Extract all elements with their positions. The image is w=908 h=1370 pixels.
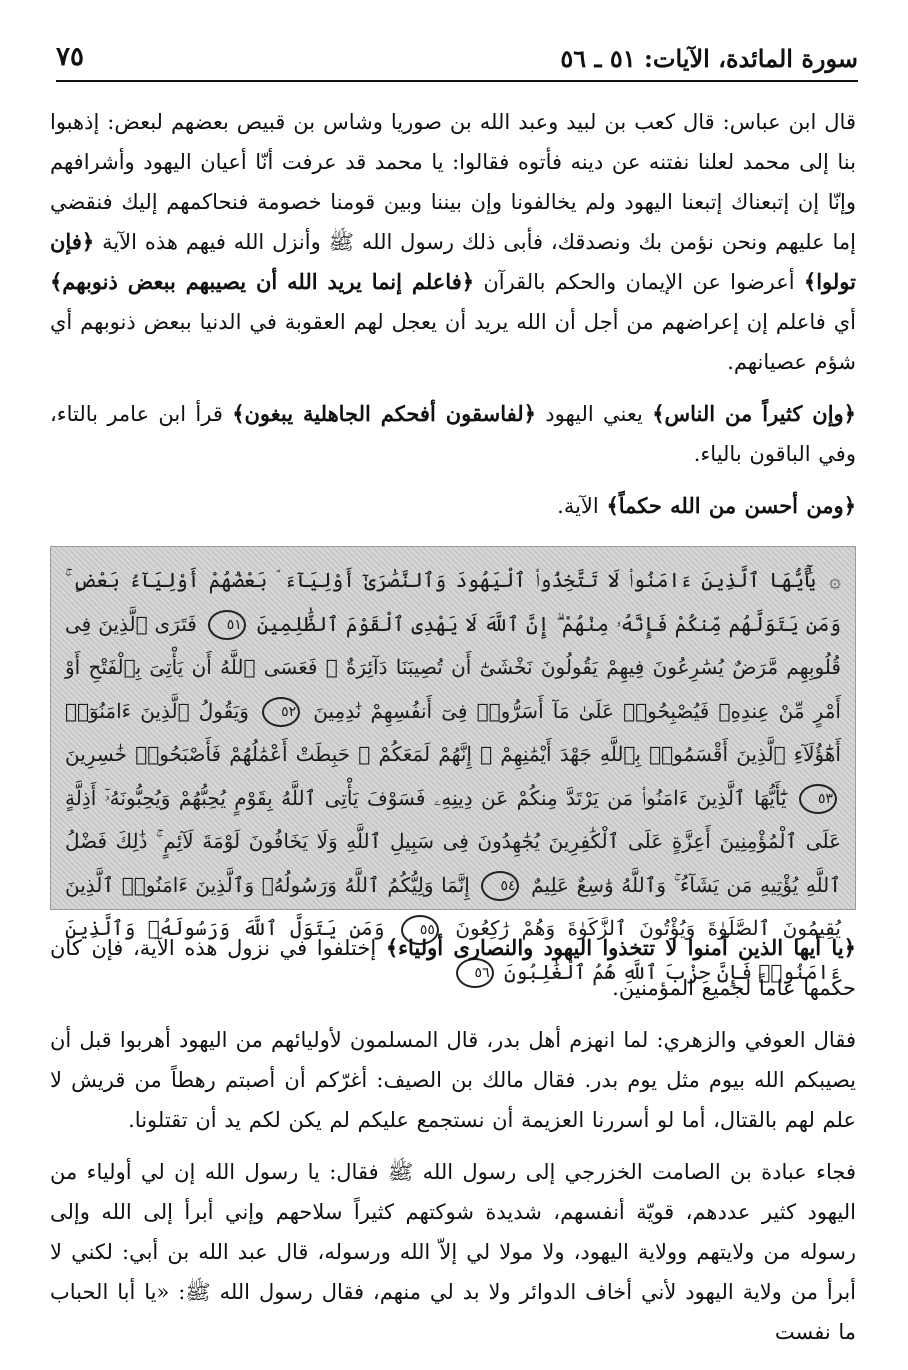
- page-body: [50, 102, 856, 1364]
- quote-bold: ﴿يا أيها الذين آمنوا لا تتخذوا اليهود والنصارى أولياء﴾: [385, 935, 856, 960]
- paragraph-text: إختلفوا في نزول هذه الآية، فإن كان حكمها عاماً لجميع المؤمنين.: [50, 936, 856, 1000]
- page-header: [56, 40, 858, 82]
- quote-bold: ﴿لفاسقون أفحكم الجاهلية يبغون﴾: [232, 401, 536, 426]
- paragraph-al-awfi: [50, 1020, 856, 1140]
- verse-text: وَيَقُولُ ٱلَّذِينَ ءَامَنُوٓا۟ أَهَٰٓؤُلَآءِ ٱلَّذِينَ أَقْسَمُوا۟ بِٱللَّهِ جَهْدَ أَيْمَٰنِهِمْ ۙ إِنَّهُمْ لَمَعَكُمْ ۚ حَبِطَتْ أَعْمَٰلُهُمْ فَأَصْبَحُوا۟ خَٰسِرِينَ: [65, 698, 841, 766]
- paragraph-text: أعرضوا عن الإيمان والحكم بالقرآن: [474, 270, 795, 294]
- quote-bold: ﴿ومن أحسن من الله حكماً﴾: [606, 493, 856, 518]
- paragraph-ubada: [50, 1152, 856, 1352]
- quote-bold: ﴿وإن كثيراً من الناس﴾: [652, 401, 856, 426]
- paragraph-text: قال ابن عباس: قال كعب بن لبيد وعبد الله بن صوريا وشاس بن قبيص بعضهم لبعض: إذهبوا بنا إلى محمد لعلنا نفتنه عن دينه فأتوه فقالوا: يا محمد قد عرفت أنّا أعيان اليهود وأشرافهم وإنّا إن إتبعناك إتبعنا اليهود ولم يخالفونا وإن بيننا وبين قومنا خصومة فنحاكمهم إليك فنقضي إما عليهم ونحن نؤمن بك ونصدقك، فأبى ذلك رسول الله ﷺ وأنزل الله فيهم هذه الآية: [50, 110, 856, 254]
- paragraph-text: أي فاعلم إن إعراضهم من أجل أن الله يريد أن يعجل لهم العقوبة في الدنيا ببعض ذنوبهم أي شؤم عصيانهم.: [50, 310, 856, 374]
- verse-text: وَمَن يَتَوَلَّ ٱللَّهَ وَرَسُولَهُۥ وَٱلَّذِينَ ءَامَنُوا۟ فَإِنَّ حِزْبَ ٱللَّهِ هُمُ ٱلْغَٰلِبُونَ: [65, 916, 841, 984]
- page-number: ٧٥: [56, 42, 84, 72]
- verse-number-marker: ٥٤: [481, 871, 519, 901]
- paragraph-text: يعني اليهود: [535, 402, 643, 426]
- quote-bold: ﴿فإن تولوا﴾: [50, 229, 856, 294]
- paragraph-text: الآية.: [557, 494, 599, 518]
- paragraph-text: فقال العوفي والزهري: لما انهزم أهل بدر، قال المسلمون لأوليائهم من اليهود أهربوا قبل أن يصيبكم الله بيوم مثل يوم بدر. فقال مالك بن الصيف: أغرّكم أن أصبتم رهطاً من قريش لا علم لهم بالقتال، أما لو أسررنا العزيمة أن نستجمع عليكم لم يكن لكم يد أن تقتلونا.: [50, 1028, 856, 1132]
- surah-ayat-heading: سورة المائدة، الآيات: ٥١ ـ ٥٦: [560, 44, 858, 73]
- paragraph-wa-man-ahsan: [50, 486, 856, 526]
- paragraph-ibn-abbas: [50, 102, 856, 382]
- verse-number-marker: ٥٥: [401, 915, 439, 945]
- verse-text: إِنَّمَا وَلِيُّكُمُ ٱللَّهُ وَرَسُولُهُۥ وَٱلَّذِينَ ءَامَنُوا۟ ٱلَّذِينَ يُقِيمُونَ ٱلصَّلَوٰةَ وَيُؤْتُونَ ٱلزَّكَوٰةَ وَهُمْ رَٰكِعُونَ: [65, 872, 841, 940]
- rub-el-hizb-icon: ۞: [829, 568, 842, 592]
- verse-text: يَٰٓأَيُّهَا ٱلَّذِينَ ءَامَنُوا۟ مَن يَرْتَدَّ مِنكُمْ عَن دِينِهِۦ فَسَوْفَ يَأْتِى ٱللَّهُ بِقَوْمٍ يُحِبُّهُمْ وَيُحِبُّونَهُۥٓ أَذِلَّةٍ عَلَى ٱلْمُؤْمِنِينَ أَعِزَّةٍ عَلَى ٱلْكَٰفِرِينَ يُجَٰهِدُونَ فِى سَبِيلِ ٱللَّهِ وَلَا يَخَافُونَ لَوْمَةَ لَآئِمٍ ۚ ذَٰلِكَ فَضْلُ ٱللَّهِ يُؤْتِيهِ مَن يَشَآءُ ۚ وَٱللَّهُ وَٰسِعٌ عَلِيمٌ: [65, 785, 841, 897]
- quote-bold: ﴿فاعلم إنما يريد الله أن يصيبهم ببعض ذنوبهم﴾: [50, 269, 475, 294]
- verse-text: يَٰٓأَيُّهَا ٱلَّذِينَ ءَامَنُوا۟ لَا تَتَّخِذُوا۟ ٱلْيَهُودَ وَٱلنَّصَٰرَىٰٓ أَوْلِيَآءَ ۘ بَعْضُهُمْ أَوْلِيَآءُ بَعْضٍ ۚ وَمَن يَتَوَلَّهُم مِّنكُمْ فَإِنَّهُۥ مِنْهُمْ ۗ إِنَّ ٱللَّهَ لَا يَهْدِى ٱلْقَوْمَ ٱلظَّٰلِمِينَ: [65, 568, 842, 636]
- paragraph-text: قرأ ابن عامر بالتاء، وفي الباقون بالياء.: [50, 402, 856, 466]
- verse-number-marker: ٥٣: [799, 784, 837, 814]
- verse-number-marker: ٥٢: [262, 697, 300, 727]
- paragraph-text: فجاء عبادة بن الصامت الخزرجي إلى رسول الله ﷺ فقال: يا رسول الله إن لي أولياء من اليهود كثير عددهم، قويّة أنفسهم، شديدة شوكتهم كثيراً سلاحهم وإني أبرأ إلى الله وإلى رسوله من ولايتهم وولاية اليهود، ولا مولا لي إلاّ الله ورسوله، قال عبد الله بن أبي: لكني لا أبرأ من ولاية اليهود لأني أخاف الدوائر ولا بد لي منهم، فقال رسول الله ﷺ: «يا أبا الحباب ما نفست: [50, 1160, 856, 1344]
- verse-number-marker: ٥٦: [456, 958, 494, 988]
- verse-text: فَتَرَى ٱلَّذِينَ فِى قُلُوبِهِم مَّرَضٌ يُسَٰرِعُونَ فِيهِمْ يَقُولُونَ نَخْشَىٰٓ أَن تُصِيبَنَا دَآئِرَةٌ ۚ فَعَسَى ٱللَّهُ أَن يَأْتِىَ بِٱلْفَتْحِ أَوْ أَمْرٍ مِّنْ عِندِهِۦ فَيُصْبِحُوا۟ عَلَىٰ مَآ أَسَرُّوا۟ فِىٓ أَنفُسِهِمْ نَٰدِمِينَ: [65, 611, 841, 723]
- verse-number-marker: ٥١: [208, 610, 246, 640]
- paragraph-wa-inna-kathiran: [50, 394, 856, 474]
